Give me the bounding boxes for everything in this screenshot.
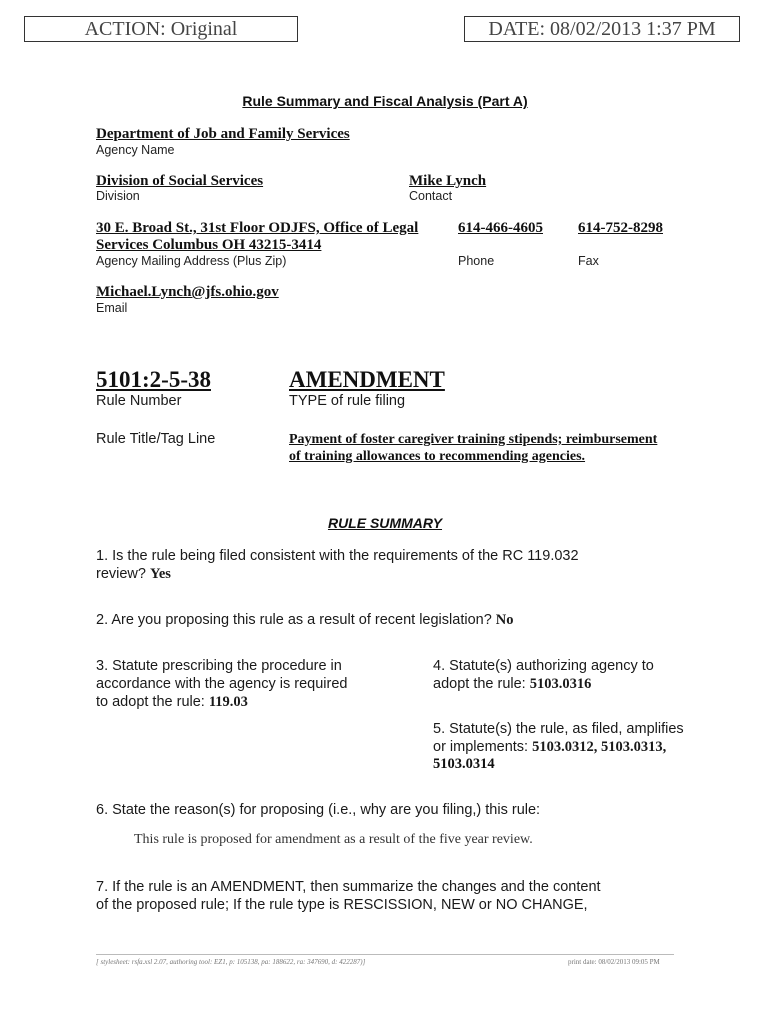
question-3-text: to adopt the rule: (96, 694, 205, 710)
rule-number-label: Rule Number (96, 393, 182, 409)
question-3-line-2: accordance with the agency is required (96, 676, 348, 692)
phone-label: Phone (458, 254, 495, 268)
question-6-answer: This rule is proposed for amendment as a result of the five year review. (134, 832, 533, 847)
question-4-text: adopt the rule: (433, 676, 526, 692)
address-line-1: 30 E. Broad St., 31st Floor ODJFS, Office of Legal (96, 220, 419, 236)
question-5-answer-a: 5103.0312, 5103.0313, (532, 739, 667, 755)
rule-summary-heading: RULE SUMMARY (327, 515, 443, 531)
email-address: Michael.Lynch@jfs.ohio.gov (96, 284, 279, 300)
rule-title-label: Rule Title/Tag Line (96, 431, 216, 447)
footer-divider (96, 954, 674, 955)
fax-number: 614-752-8298 (578, 220, 663, 236)
action-box (24, 16, 298, 42)
address-label: Agency Mailing Address (Plus Zip) (96, 254, 287, 268)
fax-label: Fax (578, 254, 599, 268)
question-5-line-2 (433, 738, 666, 756)
question-4-line-1: 4. Statute(s) authorizing agency to (433, 658, 654, 674)
question-3-answer: 119.03 (208, 694, 248, 710)
question-6: 6. State the reason(s) for proposing (i.e., why are you filing,) this rule: (96, 802, 541, 818)
question-2 (96, 611, 514, 629)
question-1-line-2 (96, 565, 171, 583)
question-5-answer-b: 5103.0314 (433, 756, 495, 772)
rule-number: 5101:2-5-38 (96, 367, 211, 392)
rule-type-label: TYPE of rule filing (289, 393, 406, 409)
question-7-line-1: 7. If the rule is an AMENDMENT, then summarize the changes and the content (96, 879, 601, 895)
agency-name: Department of Job and Family Services (96, 126, 350, 142)
question-1-text: review? (96, 566, 146, 582)
rule-title-line-2: of training allowances to recommending agencies. (289, 449, 586, 464)
date-text: DATE: 08/02/2013 1:37 PM (488, 18, 716, 40)
action-text: ACTION: Original (84, 18, 238, 40)
question-1-line-1: 1. Is the rule being filed consistent with the requirements of the RC 119.032 (96, 548, 579, 564)
rule-title-line-1: Payment of foster caregiver training stipends; reimbursement (289, 432, 658, 447)
division-label: Division (96, 189, 140, 203)
question-2-text: 2. Are you proposing this rule as a result of recent legislation? (96, 612, 492, 628)
contact-name: Mike Lynch (409, 173, 487, 189)
division-name: Division of Social Services (96, 173, 264, 189)
date-box (464, 16, 740, 42)
document-title: Rule Summary and Fiscal Analysis (Part A) (242, 93, 528, 109)
question-1-answer: Yes (150, 566, 171, 582)
agency-name-label: Agency Name (96, 143, 175, 157)
phone-number: 614-466-4605 (458, 220, 543, 236)
question-5-line-1: 5. Statute(s) the rule, as filed, amplifies (433, 721, 684, 737)
question-3-line-3 (96, 693, 248, 711)
question-4-line-2 (433, 675, 591, 693)
contact-label: Contact (409, 189, 453, 203)
address-line-2: Services Columbus OH 43215-3414 (96, 237, 322, 253)
footer-print-date: print date: 08/02/2013 09:05 PM (568, 958, 660, 966)
question-5-text: or implements: (433, 739, 529, 755)
question-2-answer: No (495, 612, 514, 628)
question-4-answer: 5103.0316 (529, 676, 592, 692)
email-label: Email (96, 301, 128, 315)
footer-stylesheet-info: [ stylesheet: rsfa.xsl 2.07, authoring tool: EZ1, p: 105138, pa: 188622, ra: 347690, d: 422287)] (96, 958, 366, 966)
question-3-line-1: 3. Statute prescribing the procedure in (96, 658, 342, 674)
question-7-line-2: of the proposed rule; If the rule type is RESCISSION, NEW or NO CHANGE, (96, 897, 588, 913)
rule-type: AMENDMENT (289, 367, 445, 392)
